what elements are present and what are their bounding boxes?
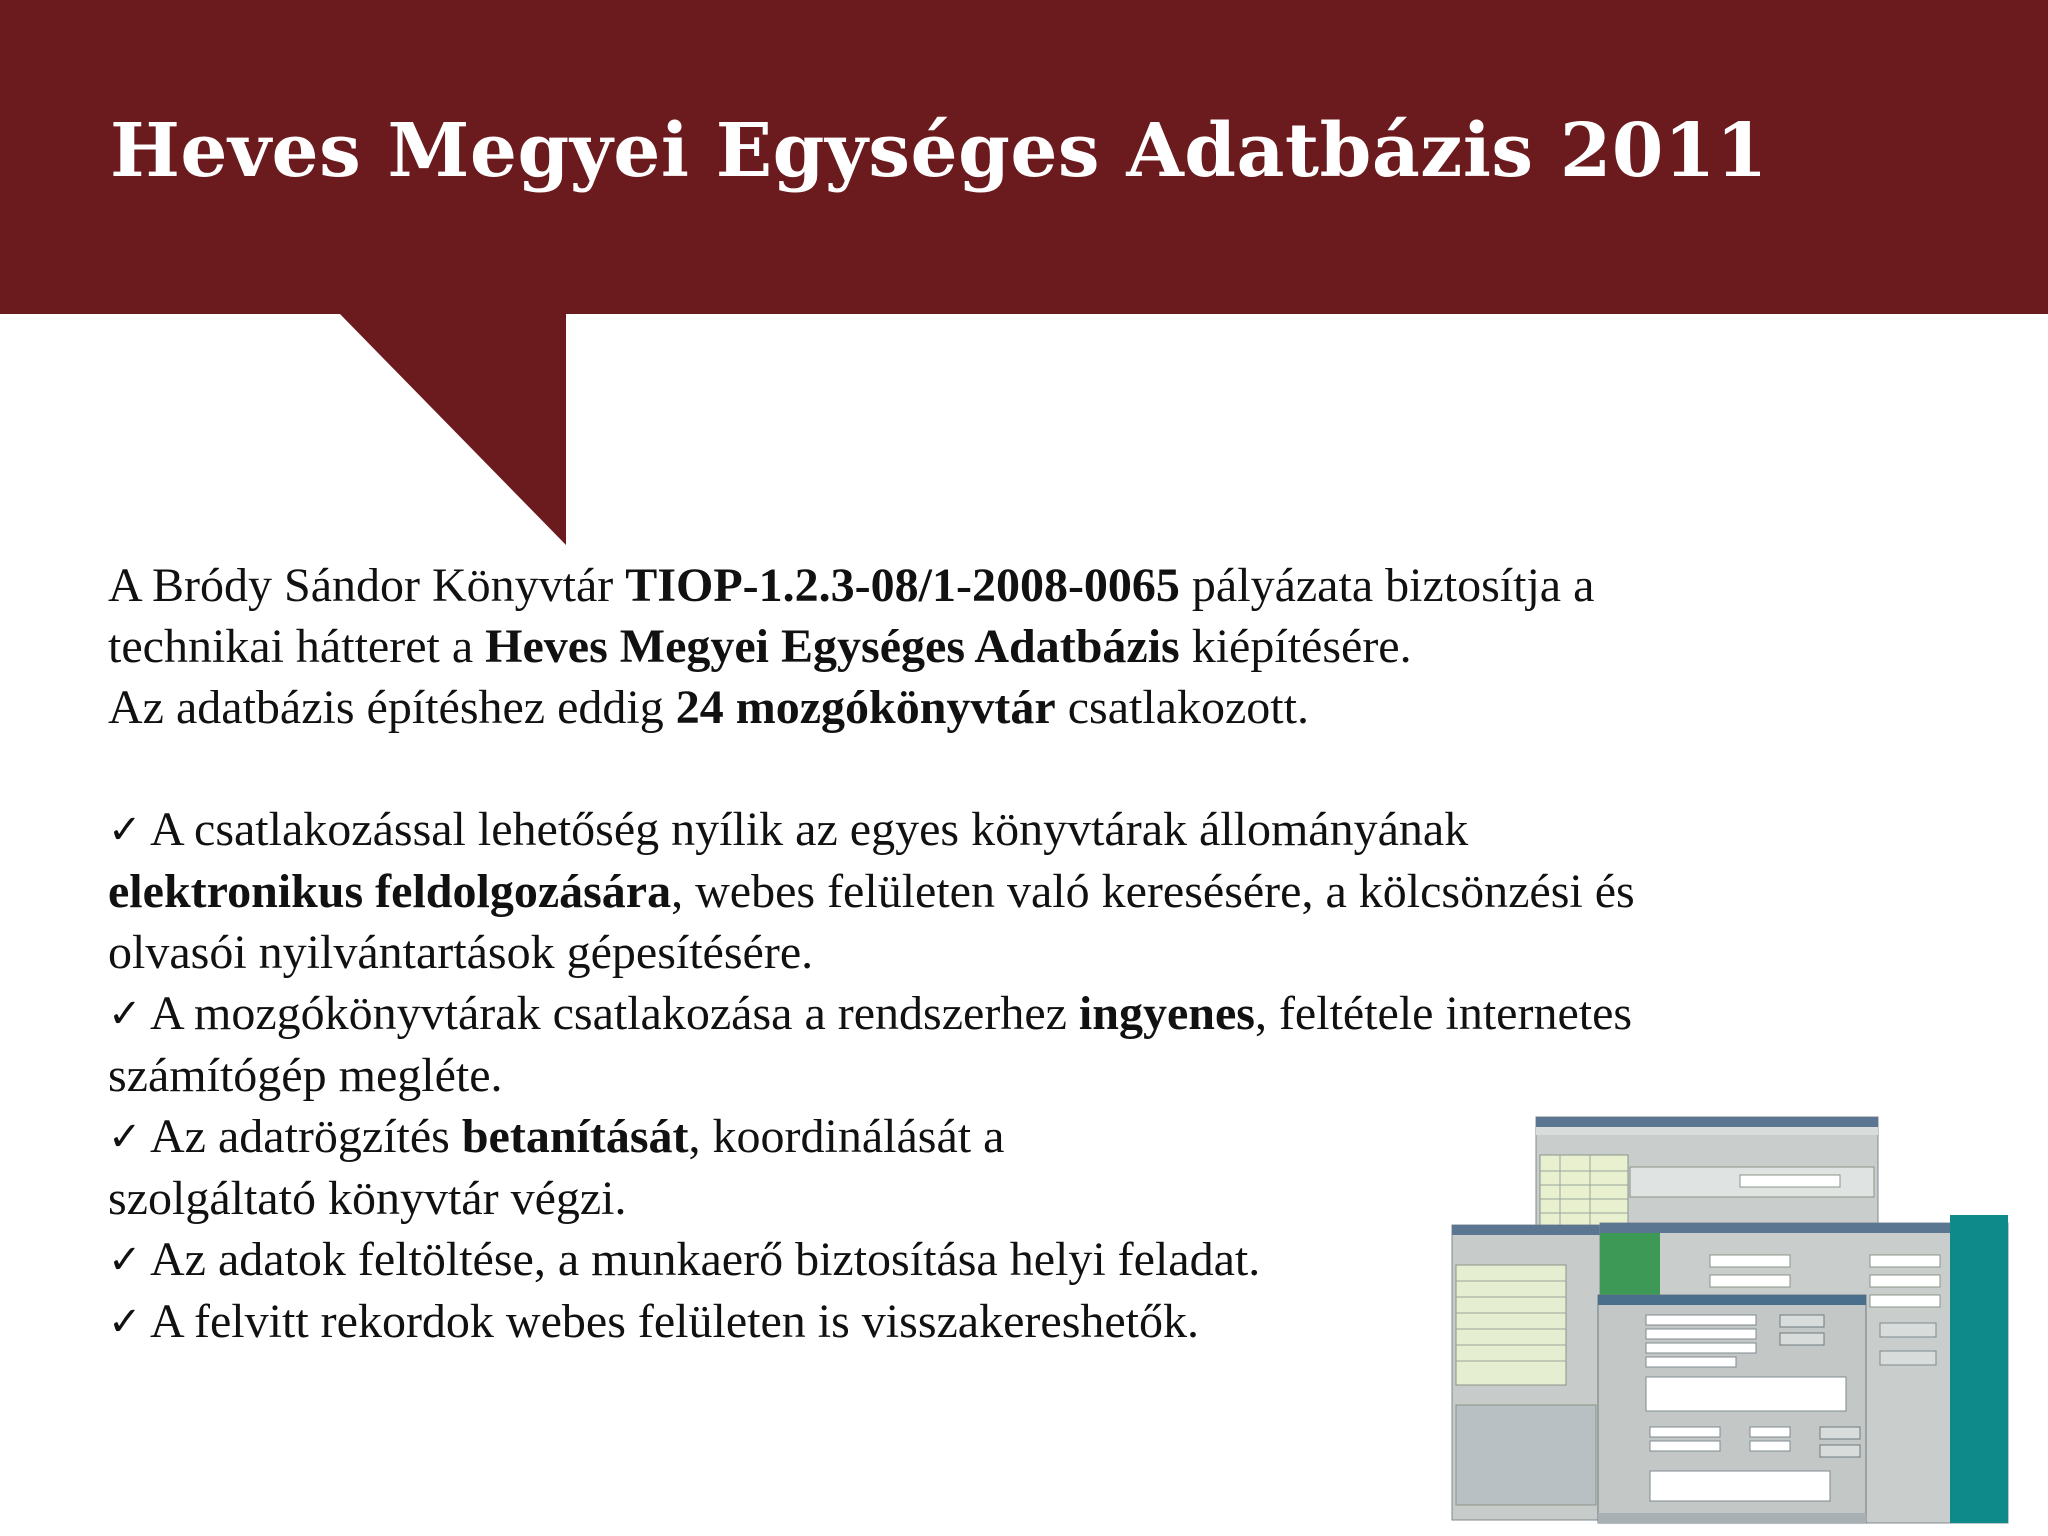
intro-line-3: Az adatbázis építéshez eddig 24 mozgókönyvtár csatlakozott.	[108, 681, 1309, 734]
intro-line-1: A Bródy Sándor Könyvtár TIOP-1.2.3-08/1-2008-0065 pályázata biztosítja a	[108, 559, 1595, 612]
intro-line-2: technikai hátteret a Heves Megyei Egységes Adatbázis kiépítésére.	[108, 620, 1412, 673]
bullet-5: ✓ A felvitt rekordok webes felületen is visszakereshetők.	[108, 1291, 1908, 1353]
check-icon: ✓	[108, 991, 142, 1037]
bullet-1: ✓ A csatlakozással lehetőség nyílik az egyes könyvtárak állományának	[108, 799, 1908, 861]
check-icon: ✓	[108, 1114, 142, 1160]
bullet-3-line-2: szolgáltató könyvtár végzi.	[108, 1172, 627, 1225]
check-icon: ✓	[108, 1237, 142, 1283]
bullet-4: ✓ Az adatok feltöltése, a munkaerő biztosítása helyi feladat.	[108, 1229, 1908, 1291]
check-icon: ✓	[108, 807, 142, 853]
slide-title: Heves Megyei Egységes Adatbázis 2011	[110, 108, 1768, 194]
bullet-2: ✓ A mozgókönyvtárak csatlakozása a rendszerhez ingyenes, feltétele internetes	[108, 983, 1908, 1045]
screenshot-window-left	[1452, 1225, 1602, 1520]
bullet-3: ✓ Az adatrögzítés betanítását, koordinálását a	[108, 1106, 1908, 1168]
software-screenshots-illustration	[1450, 1115, 2010, 1525]
screenshot-window-front	[1598, 1295, 1866, 1523]
bullet-1-line-2: elektronikus feldolgozására, webes felületen való keresésére, a kölcsönzési és	[108, 865, 1635, 918]
bullet-1-line-3: olvasói nyilvántartások gépesítésére.	[108, 926, 814, 979]
bullet-2-line-2: számítógép megléte.	[108, 1049, 503, 1102]
check-icon: ✓	[108, 1299, 142, 1345]
